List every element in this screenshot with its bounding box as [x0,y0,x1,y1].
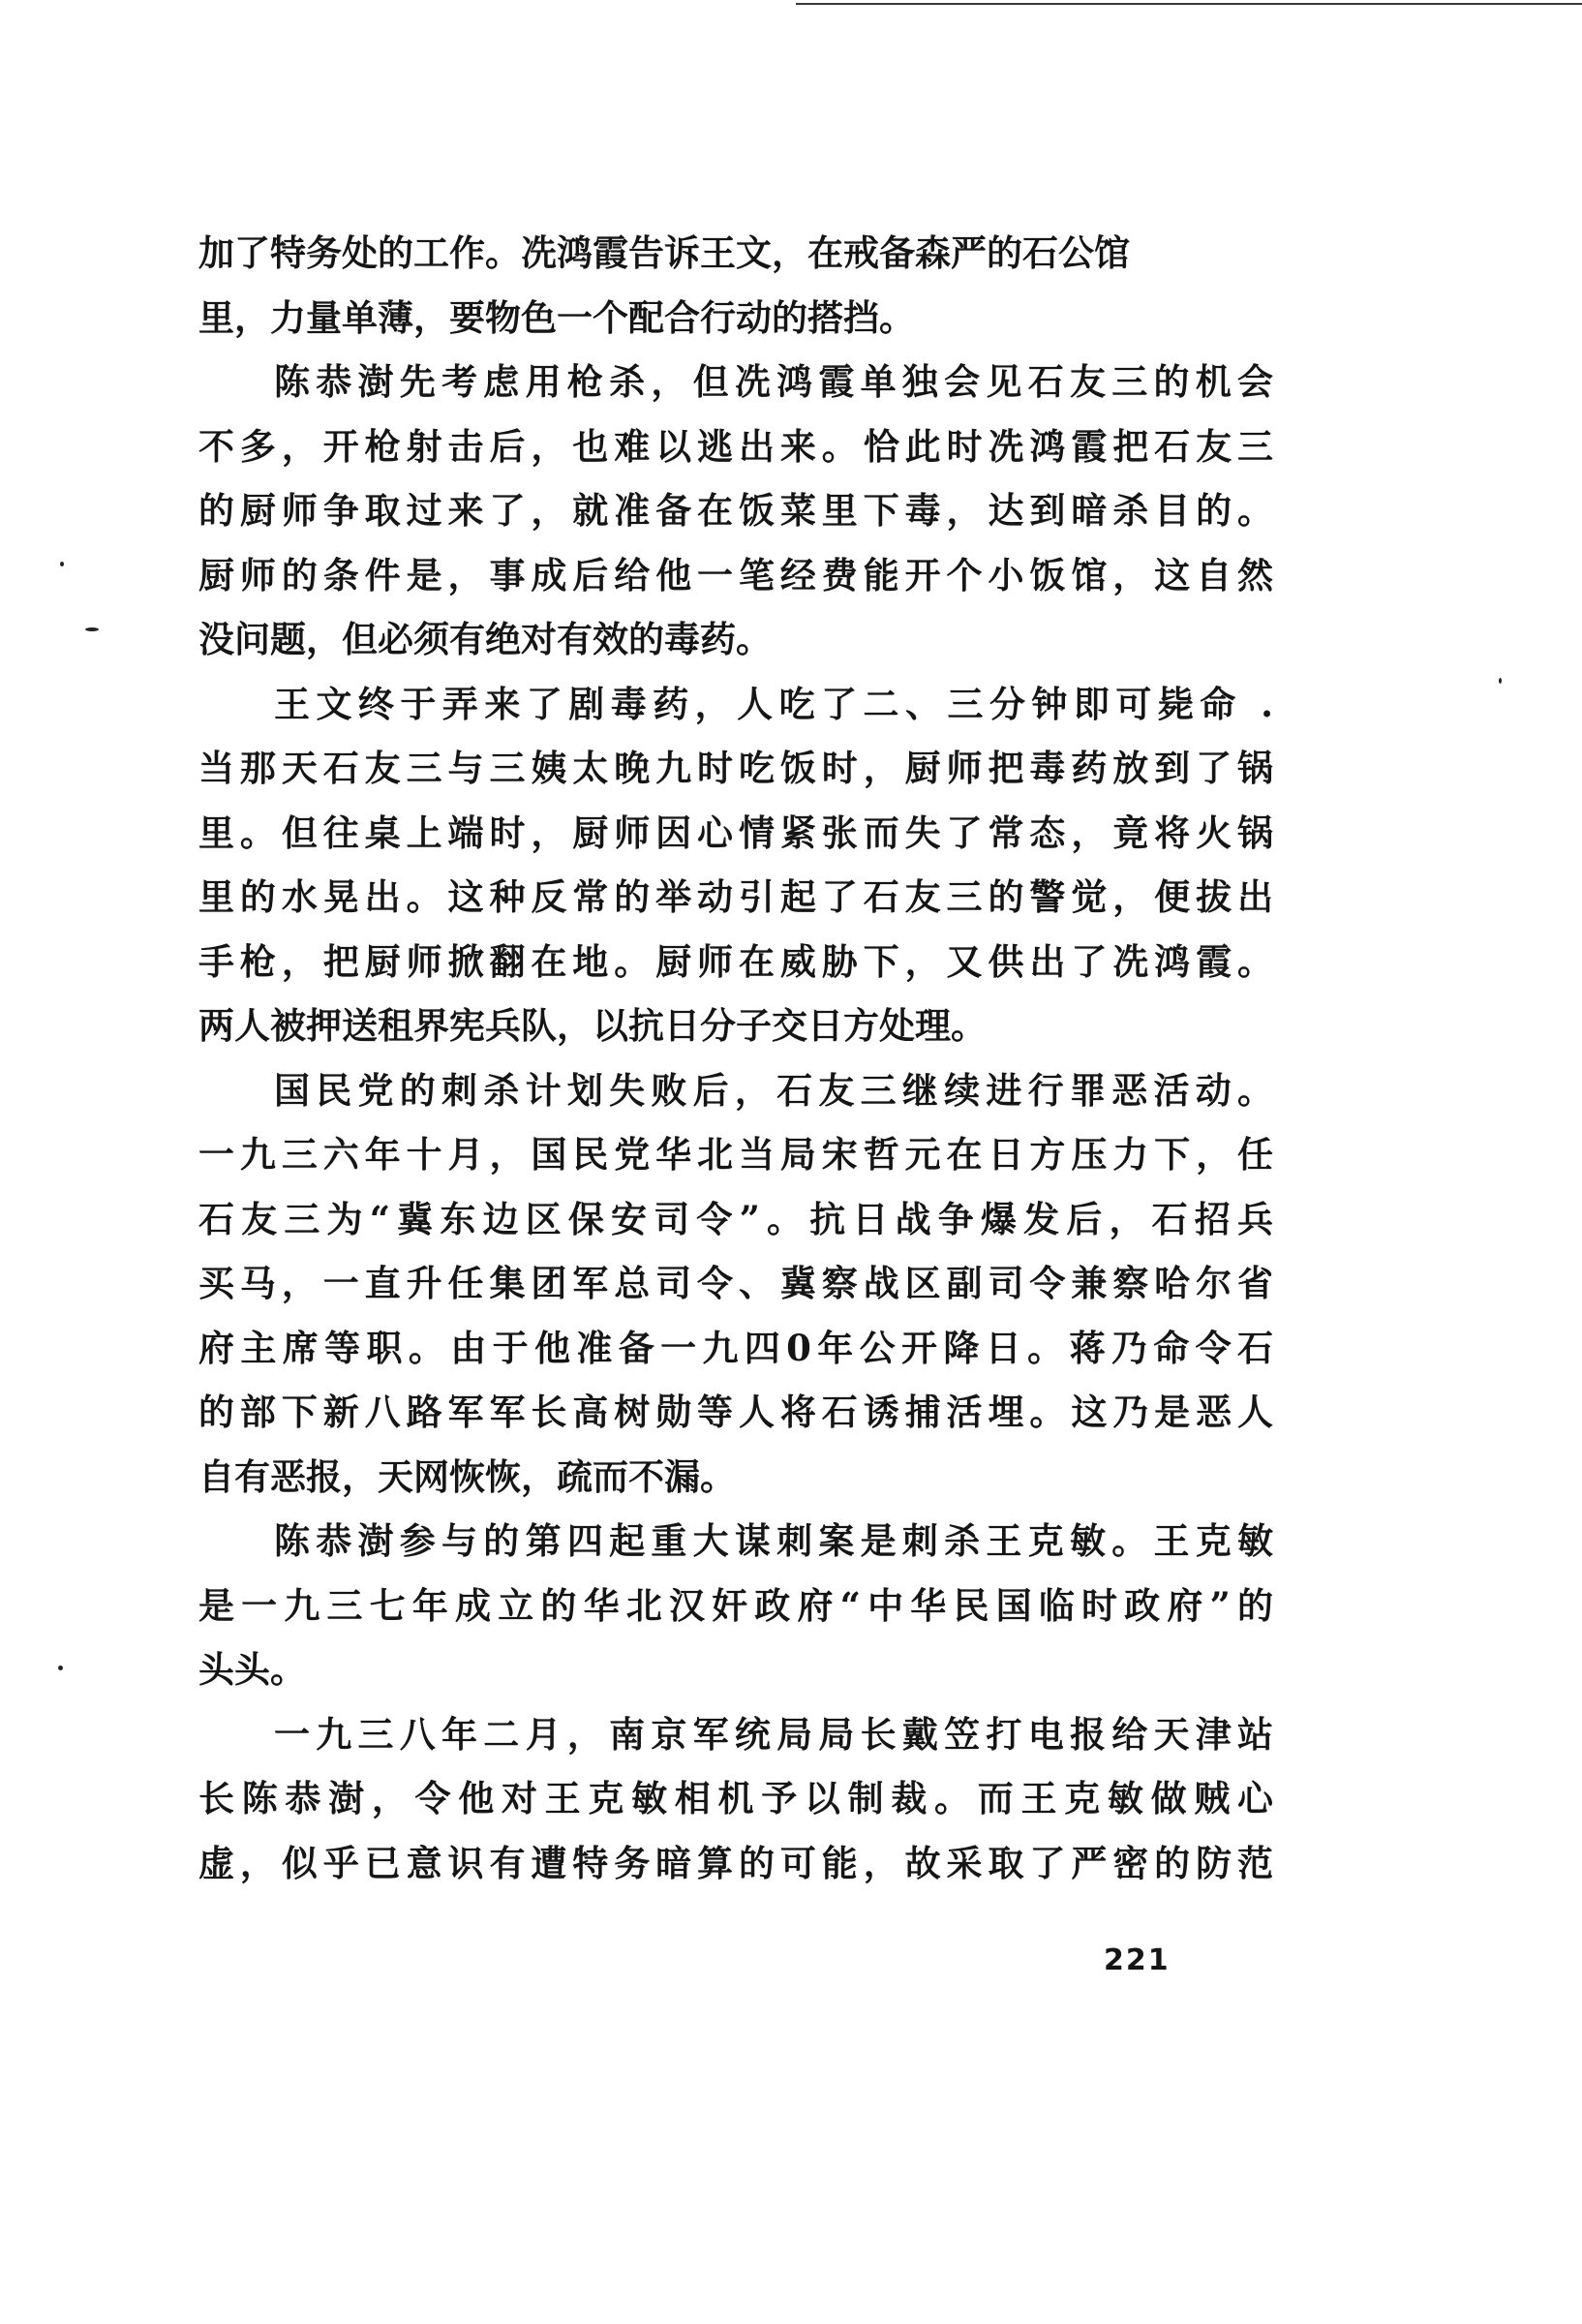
body-text [198,221,1273,1895]
text-line: 长陈恭澍，令他对王克敏相机予以制裁。而王克敏做贼心 [198,1777,1273,1819]
text-line: 王文终于弄来了剧毒药，人吃了二、三分钟即可毙命 . [274,682,1273,725]
text-line: 虚，似乎已意识有遭特务暗算的可能，故采取了严密的防范 [198,1841,1273,1884]
text-line: 里。但往桌上端时，厨师因心情紧张而失了常态，竟将火锅 [198,810,1273,854]
text-line: 的部下新八路军军长高树勋等人将石诱捕活埋。这乃是恶人 [198,1391,1273,1433]
text-line: 自有恶报，天网恢恢，疏而不漏。 [198,1454,736,1498]
text-line: 里，力量单薄，要物色一个配合行动的搭挡。 [198,295,915,339]
text-line: 的厨师争取过来了，就准备在饭菜里下毒，达到暗杀目的。 [198,489,1273,532]
scan-speck [1499,678,1502,684]
text-line: 府主席等职。由于他准备一九四0年公开降日。蒋乃命令石 [198,1326,1273,1369]
top-border-rule [796,3,1582,5]
text-line: 手枪，把厨师掀翻在地。厨师在威胁下，又供出了冼鸿霞。 [198,939,1273,983]
text-line: 加了特务处的工作。冼鸿霞告诉王文，在戒备森严的石公馆 [198,231,1130,274]
text-line: 陈恭澍参与的第四起重大谋刺案是刺杀王克敏。王克敏 [274,1519,1273,1562]
text-line: 厨师的条件是，事成后给他一笔经费能开个小饭馆，这自然 [198,553,1273,596]
text-line: 里的水晃出。这种反常的举动引起了石友三的警觉，便拔出 [198,875,1273,918]
text-line: 头头。 [198,1648,306,1691]
text-line: 石友三为“冀东边区保安司令”。抗日战争爆发后，石招兵 [198,1197,1273,1240]
text-line: 买马，一直升任集团军总司令、冀察战区副司令兼察哈尔省 [198,1262,1273,1304]
page-number: 221 [1104,1943,1171,1977]
text-line: 两人被押送租界宪兵队，以抗日分子交日方处理。 [198,1004,987,1047]
text-line: 国民党的刺杀计划失败后，石友三继续进行罪恶活动。 [274,1068,1273,1112]
text-line: 没问题，但必须有绝对有效的毒药。 [198,618,772,660]
scan-speck [58,1666,63,1670]
text-line: 一九三六年十月，国民党华北当局宋哲元在日方压力下，任 [198,1133,1273,1176]
text-line: 陈恭澍先考虑用枪杀，但冼鸿霞单独会见石友三的机会 [274,360,1273,403]
scan-speck [60,562,64,566]
text-line: 不多，开枪射击后，也难以逃出来。恰此时冼鸿霞把石友三 [198,424,1273,468]
scan-speck [85,627,99,631]
text-line: 当那天石友三与三姨太晚九时吃饭时，厨师把毒药放到了锅 [198,747,1273,789]
text-line: 是一九三七年成立的华北汉奸政府“中华民国临时政府”的 [198,1583,1273,1627]
text-line: 一九三八年二月，南京军统局局长戴笠打电报给天津站 [274,1712,1273,1756]
